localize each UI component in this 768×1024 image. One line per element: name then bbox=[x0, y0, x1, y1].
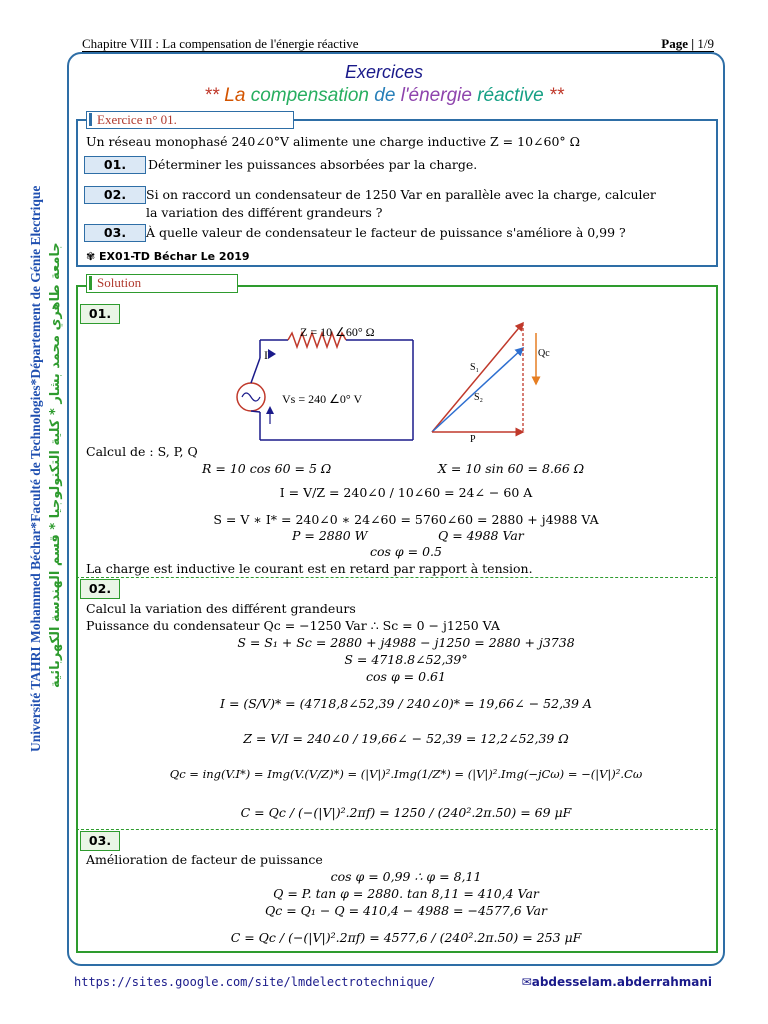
equation: Qc = ing(V.I*) = Img(V.(V/Z)*) = (|V|)².Img(1/Z*) = (|V|)².Img(−jCω) = −(|V|)².Cω bbox=[169, 767, 643, 781]
sidebar-fr-text: Université TAHRI Mohammed Béchar*Faculté de Technologies*Département de Génie Electrique bbox=[28, 185, 43, 752]
question-text-cont: la variation des différent grandeurs ? bbox=[146, 205, 383, 220]
equation: cos φ = 0,99 ∴ φ = 8,11 bbox=[330, 869, 482, 884]
question-text: À quelle valeur de condensateur le facteur de puissance s'améliore à 0,99 ? bbox=[146, 225, 626, 240]
equation: Q = 4988 Var bbox=[438, 528, 524, 543]
mail-icon: ✉ bbox=[521, 975, 532, 989]
section-divider bbox=[76, 829, 718, 830]
solution-part-number: 01. bbox=[80, 304, 120, 324]
sidebar-affiliation bbox=[0, 0, 63, 1024]
solution-part-number: 03. bbox=[80, 831, 120, 851]
calc-intro: Amélioration de facteur de puissance bbox=[86, 852, 323, 867]
equation: I = V/Z = 240∠0 / 10∠60 = 24∠ − 60 A bbox=[279, 485, 533, 500]
page-header bbox=[82, 34, 714, 52]
equation: S = S₁ + Sc = 2880 + j4988 − j1250 = 2880 + j3738 bbox=[237, 635, 575, 650]
circuit-diagram bbox=[230, 320, 420, 444]
page-number: Page | 1/9 bbox=[661, 36, 714, 51]
equation: cos φ = 0.61 bbox=[366, 669, 446, 684]
page-title: Exercices bbox=[344, 62, 424, 82]
equation: P = 2880 W bbox=[292, 528, 368, 543]
question-text: Si on raccord un condensateur de 1250 Var en parallèle avec la charge, calculer bbox=[146, 187, 656, 202]
equation: cos φ = 0.5 bbox=[370, 544, 442, 559]
equation: C = Qc / (−(|V|)².2πf) = 1250 / (240².2π.50) = 69 μF bbox=[240, 805, 572, 820]
solution-part-number: 02. bbox=[80, 579, 120, 599]
exercise-statement: Un réseau monophasé 240∠0°V alimente une charge inductive Z = 10∠60° Ω bbox=[86, 134, 581, 149]
page-subtitle: ** La compensation de l'énergie réactive ** bbox=[204, 85, 564, 106]
circuit-vs-label: Vs = 240 ∠0° V bbox=[282, 392, 363, 406]
power-triangle-diagram bbox=[428, 318, 558, 444]
phasor-s1-label: S₁ bbox=[470, 362, 480, 373]
phasor-p-label: P bbox=[470, 434, 476, 444]
question-number: 03. bbox=[84, 224, 146, 242]
conclusion-text: La charge est inductive le courant est en retard par rapport à tension. bbox=[86, 561, 533, 576]
chapter-title: Chapitre VIII : La compensation de l'énergie réactive bbox=[82, 36, 359, 51]
footer-email[interactable]: ✉abdesselam.abderrahmani bbox=[521, 975, 712, 989]
equation: Qc = Q₁ − Q = 410,4 − 4988 = −4577,6 Var bbox=[265, 903, 547, 918]
question-text: Déterminer les puissances absorbées par la charge. bbox=[148, 157, 478, 172]
sidebar-ar-text: جامعة طاهري محمد بشار * كلية التكنولوجيا * قسم الهندسة الكهربائية bbox=[48, 242, 63, 688]
calc-intro: Calcul la variation des différent grandeurs bbox=[86, 601, 356, 616]
equation: Z = V/I = 240∠0 / 19,66∠ − 52,39 = 12,2∠52,39 Ω bbox=[243, 731, 569, 746]
equation: S = 4718.8∠52,39° bbox=[344, 652, 468, 667]
equation: Puissance du condensateur Qc = −1250 Var ∴ Sc = 0 − j1250 VA bbox=[86, 618, 500, 633]
exercise-tag: Exercice n° 01. bbox=[86, 111, 294, 129]
question-number: 01. bbox=[84, 156, 146, 174]
equation: R = 10 cos 60 = 5 Ω bbox=[202, 461, 332, 476]
calc-intro: Calcul de : S, P, Q bbox=[86, 444, 198, 459]
solution-tag: Solution bbox=[86, 274, 238, 293]
equation: Q = P. tan φ = 2880. tan 8,11 = 410,4 Var bbox=[273, 886, 539, 901]
question-number: 02. bbox=[84, 186, 146, 204]
footer-link[interactable]: https://sites.google.com/site/lmdelectrotechnique/ bbox=[74, 975, 436, 989]
equation: S = V ∗ I* = 240∠0 ∗ 24∠60 = 5760∠60 = 2880 + j4988 VA bbox=[213, 512, 599, 527]
circuit-z-label: Z = 10 ∠60° Ω bbox=[300, 325, 375, 339]
circuit-i-label: I bbox=[264, 348, 268, 362]
equation: X = 10 sin 60 = 8.66 Ω bbox=[438, 461, 585, 476]
phasor-s2-label: S₂ bbox=[474, 392, 484, 403]
section-divider bbox=[76, 577, 718, 578]
exercise-reference: ✾ EX01-TD Béchar Le 2019 bbox=[86, 250, 250, 263]
equation: C = Qc / (−(|V|)².2πf) = 4577,6 / (240².2π.50) = 253 μF bbox=[230, 930, 582, 945]
equation: I = (S/V)* = (4718,8∠52,39 / 240∠0)* = 19,66∠ − 52,39 A bbox=[220, 696, 592, 711]
phasor-qc-label: Qc bbox=[538, 348, 550, 359]
